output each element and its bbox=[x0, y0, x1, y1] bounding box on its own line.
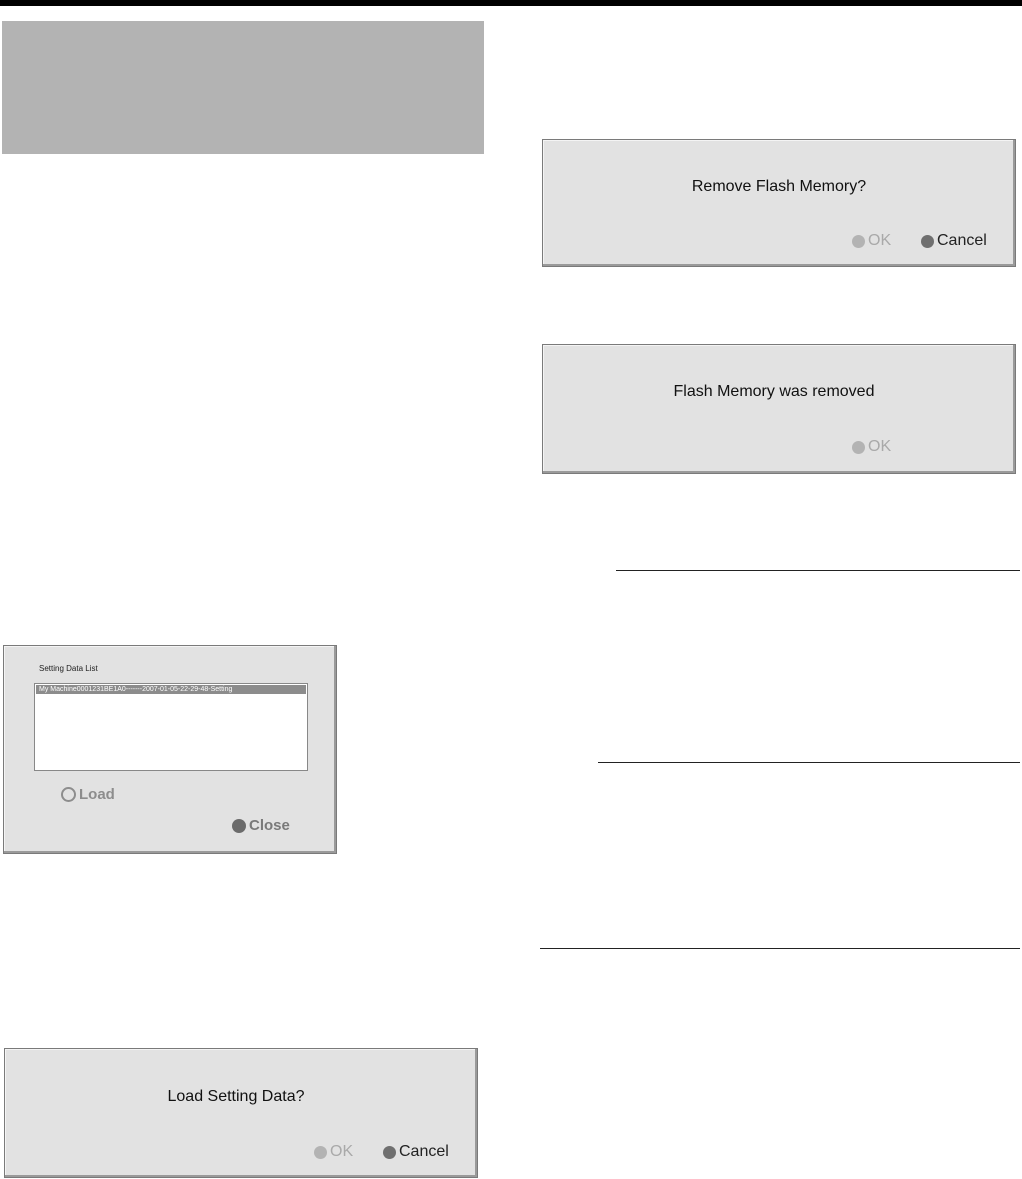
flash-removed-dialog bbox=[542, 344, 1016, 474]
divider-rule bbox=[616, 570, 1020, 571]
ok-button[interactable] bbox=[852, 438, 891, 456]
remove-flash-dialog bbox=[542, 139, 1016, 267]
circle-outline-icon bbox=[61, 787, 76, 802]
list-item[interactable]: My Machine0001231BE1A0-------2007-01-05-22-29-48-Setting bbox=[36, 685, 306, 694]
load-button[interactable] bbox=[61, 786, 115, 803]
list-title: Setting Data List bbox=[39, 664, 98, 673]
cancel-label: Cancel bbox=[937, 232, 987, 249]
ok-button[interactable] bbox=[314, 1143, 353, 1161]
remove-flash-message: Remove Flash Memory? bbox=[691, 178, 867, 195]
top-rule bbox=[0, 0, 1022, 6]
load-setting-message: Load Setting Data? bbox=[167, 1088, 305, 1105]
load-setting-dialog bbox=[4, 1048, 478, 1178]
divider-rule bbox=[540, 948, 1020, 949]
circle-icon bbox=[852, 441, 865, 454]
ok-label: OK bbox=[330, 1143, 354, 1160]
close-button[interactable] bbox=[232, 817, 290, 834]
circle-icon bbox=[921, 235, 934, 248]
ok-label: OK bbox=[868, 438, 892, 455]
circle-icon bbox=[232, 819, 246, 833]
circle-icon bbox=[852, 235, 865, 248]
cancel-button[interactable] bbox=[383, 1143, 449, 1161]
ok-button[interactable] bbox=[852, 232, 891, 250]
load-label: Load bbox=[79, 786, 115, 803]
circle-icon bbox=[383, 1146, 396, 1159]
close-label: Close bbox=[249, 817, 290, 834]
cancel-label: Cancel bbox=[399, 1143, 449, 1160]
section-header-band bbox=[2, 21, 484, 154]
cancel-button[interactable] bbox=[921, 232, 987, 250]
setting-data-listbox[interactable] bbox=[34, 683, 308, 771]
divider-rule bbox=[598, 762, 1020, 763]
circle-icon bbox=[314, 1146, 327, 1159]
flash-removed-message: Flash Memory was removed bbox=[673, 383, 875, 400]
ok-label: OK bbox=[868, 232, 892, 249]
setting-data-list-dialog bbox=[3, 645, 337, 854]
